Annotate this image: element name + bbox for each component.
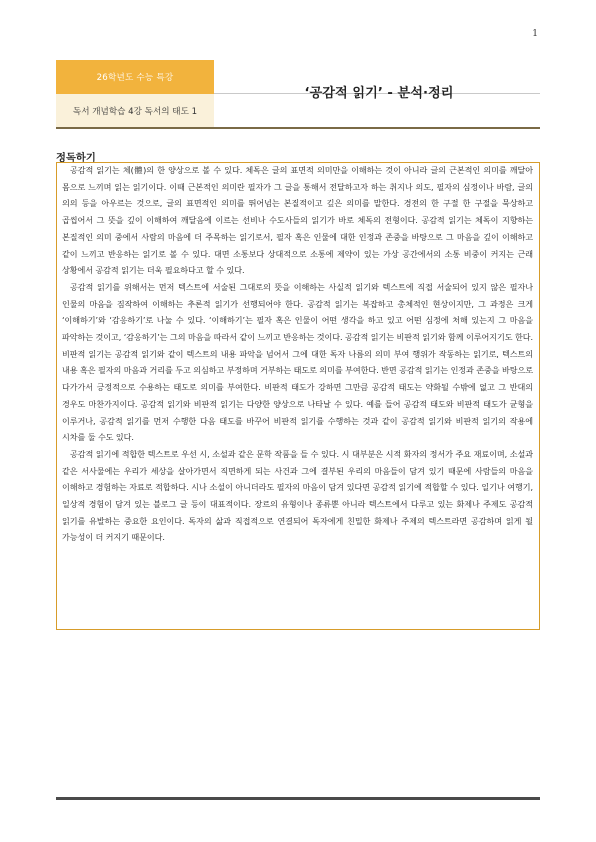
page-title: ‘공감적 읽기’ - 분석·정리 [304,86,454,101]
header [56,60,540,127]
passage-paragraph-1: 공감적 읽기는 체(體)의 한 양상으로 볼 수 있다. 체독은 글의 표면적 의미만을 이해하는 것이 아니라 글의 근본적인 의미를 깨달아 몸으로 느끼며 읽는 읽기이다. 이때 근본적인 의미란 필자가 그 글을 통해서 전달하고자 하는 취지나 의도, 필자의 심정이나 바람, 글의 의의 등을 아우르는 것으로, 글의 표면적인 의미를 뛰어넘는 본질적이고 깊은 의미를 말한다. 경전의 한 구절 한 구절을 묵상하고 곱씹어서 그 뜻을 깊이 이해하여 깨달음에 이르는 선비나 수도사들의 읽기가 바로 체독의 전형이다. 공감적 읽기는 체독이 지향하는 본질적인 의미 중에서 사람의 마음에 더 주목하는 읽기로서, 필자 혹은 인물에 대한 인정과 존중을 바탕으로 그 마음을 깊이 이해하고 같이 느끼고 반응하는 읽기로 볼 수 있다. 대면 소통보다 상대적으로 소통에 제약이 있는 가상 공간에서의 소통 비중이 커지는 근래 상황에서 공감적 읽기는 더욱 필요하다고 할 수 있다. [62,165,533,276]
reading-passage-box [56,162,540,630]
lesson-tag: 독서 개념학습 4강 독서의 태도 1 [56,94,214,127]
footer-rule [56,797,540,800]
passage-paragraph-2: 공감적 읽기를 위해서는 먼저 텍스트에 서술된 그대로의 뜻을 이해하는 사실적 읽기와 텍스트에 직접 서술되어 있지 않은 필자나 인물의 마음을 짐작하여 이해하는 추론적 읽기가 선행되어야 한다. 공감적 읽기는 복잡하고 총체적인 현상이지만, 그 과정은 크게 ‘이해하기’와 ‘감응하기’로 나눌 수 있다. ‘이해하기’는 필자 혹은 인물이 어떤 생각을 하고 있고 어떤 심정에 처해 있는지 그 마음을 파악하는 것이고, ‘감응하기’는 그의 마음을 따라서 같이 느끼고 반응하는 것이다. 공감적 읽기는 비판적 읽기와 함께 이루어지기도 한다. 비판적 읽기는 공감적 읽기와 같이 텍스트의 내용 파악을 넘어서 그에 대한 독자 나름의 의미 부여 행위가 작동하는 읽기로, 텍스트의 내용 혹은 필자의 마음과 거리를 두고 의심하고 부정하며 거부하는 태도로 의미를 부여한다. 반면 공감적 읽기는 인정과 존중을 바탕으로 다가가서 긍정적으로 수용하는 태도로 의미를 부여한다. 비판적 태도가 강하면 그만큼 공감적 태도는 약화될 수밖에 없고 그 반대의 경우도 마찬가지이다. 공감적 읽기와 비판적 읽기는 다양한 양상으로 나타날 수 있다. 예를 들어 공감적 태도와 비판적 태도가 균형을 이루거나, 공감적 읽기를 먼저 수행한 다음 태도를 바꾸어 비판적 읽기를 수행하는 것과 같이 공감적 읽기와 비판적 읽기의 작용에 시차를 둘 수도 있다. [62,281,533,443]
section-heading: 정독하기 [56,152,96,164]
page-number: 1 [532,29,538,39]
course-tag: 26학년도 수능 특강 [56,60,214,94]
passage-paragraph-3: 공감적 읽기에 적합한 텍스트로 우선 시, 소설과 같은 문학 작품을 들 수 있다. 시 대부분은 시적 화자의 정서가 주요 재료이며, 소설과 같은 서사물에는 우리가 세상을 살아가면서 직면하게 되는 사건과 그에 결부된 우리의 마음들이 담겨 있기 때문에 사람들의 마음을 이해하고 경험하는 자료로 적합하다. 시나 소설이 아니더라도 필자의 마음이 담겨 있다면 공감적 읽기에 적합할 수 있다. 일기나 여행기, 일상적 경험이 담겨 있는 블로그 글 등이 대표적이다. 장르의 유형이나 종류뿐 아니라 텍스트에서 다루고 있는 화제나 주제도 공감적 읽기를 유발하는 중요한 요인이다. 독자의 삶과 직접적으로 연결되어 독자에게 친밀한 화제나 주제의 텍스트라면 공감하며 읽게 될 가능성이 더 커지기 때문이다. [62,448,533,543]
header-rule [56,127,540,129]
